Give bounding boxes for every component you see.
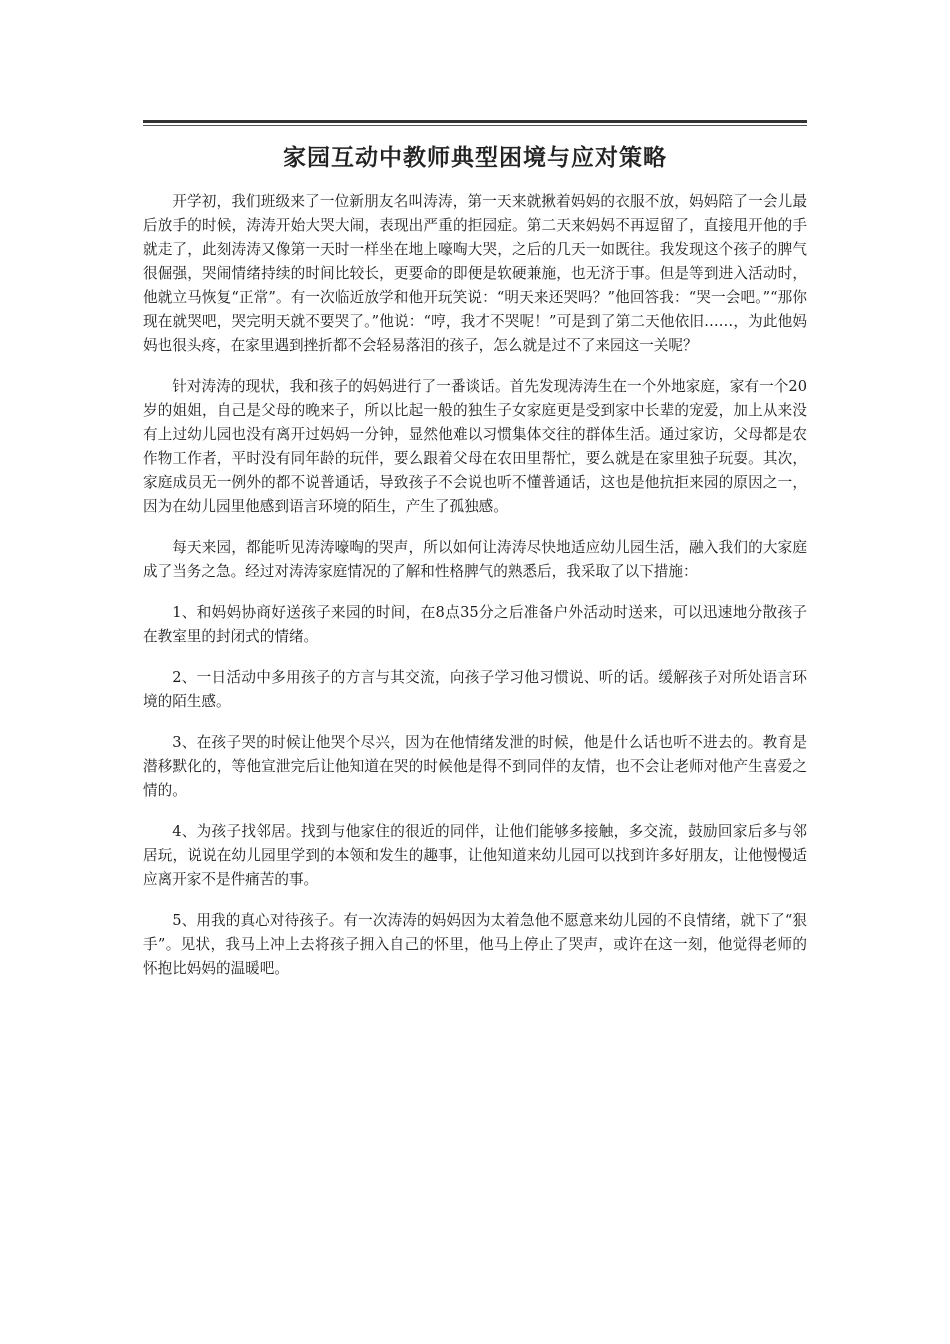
document-title: 家园互动中教师典型困境与应对策略	[283, 144, 667, 171]
list-item: 4、为孩子找邻居。找到与他家住的很近的同伴，让他们能够多接触，多交流，鼓励回家后多与邻居玩，说说在幼儿园里学到的本领和发生的趣事，让他知道来幼儿园可以找到许多好朋友，让他慢慢适应离开家不是件痛苦的事。	[143, 823, 807, 888]
list-item: 2、一日活动中多用孩子的方言与其交流，向孩子学习他习惯说、听的话。缓解孩子对所处语言环境的陌生感。	[143, 669, 807, 710]
paragraph: 开学初，我们班级来了一位新朋友名叫涛涛，第一天来就揪着妈妈的衣服不放，妈妈陪了一会儿最后放手的时候，涛涛开始大哭大闹，表现出严重的拒园症。第二天来妈妈不再逗留了，直接甩开他的手就走了，此刻涛涛又像第一天时一样坐在地上嚎啕大哭，之后的几天一如既往。我发现这个孩子的脾气很倔强，哭闹情绪持续的时间比较长，更要命的即便是软硬兼施，也无济于事。但是等到进入活动时，他就立马恢复“正常”。有一次临近放学和他开玩笑说：“明天来还哭吗？”他回答我：“哭一会吧。”“那你现在就哭吧，哭完明天就不要哭了。”他说：“哼，我才不哭呢！”可是到了第二天他依旧……，为此他妈妈也很头疼，在家里遇到挫折都不会轻易落泪的孩子，怎么就是过不了来园这一关呢？	[143, 193, 807, 354]
paragraph: 针对涛涛的现状，我和孩子的妈妈进行了一番谈话。首先发现涛涛生在一个外地家庭，家有一个20岁的姐姐，自己是父母的晚来子，所以比起一般的独生子女家庭更是受到家中长辈的宠爱，加上从来没有上过幼儿园也没有离开过妈妈一分钟，显然他难以习惯集体交往的群体生活。通过家访，父母都是农作物工作者，平时没有同年龄的玩伴，要么跟着父母在农田里帮忙，要么就是在家里独子玩耍。其次，家庭成员无一例外的都不说普通话，导致孩子不会说也听不懂普通话，这也是他抗拒来园的原因之一，因为在幼儿园里他感到语言环境的陌生，产生了孤独感。	[143, 378, 807, 515]
header-rule-thin	[143, 125, 807, 126]
list-item: 5、用我的真心对待孩子。有一次涛涛的妈妈因为太着急他不愿意来幼儿园的不良情绪，就下了“狠手”。见状，我马上冲上去将孩子拥入自己的怀里，他马上停止了哭声，或许在这一刻，他觉得老师的怀抱比妈妈的温暖吧。	[143, 912, 807, 977]
list-item: 1、和妈妈协商好送孩子来园的时间，在8点35分之后准备户外活动时送来，可以迅速地分散孩子在教室里的封闭式的情绪。	[143, 604, 807, 645]
list-item: 3、在孩子哭的时候让他哭个尽兴，因为在他情绪发泄的时候，他是什么话也听不进去的。教育是潜移默化的，等他宣泄完后让他知道在哭的时候他是得不到同伴的友情，也不会让老师对他产生喜爱之情的。	[143, 734, 807, 799]
document-page	[143, 120, 807, 998]
header-rule	[143, 120, 807, 123]
paragraph: 每天来园，都能听见涛涛嚎啕的哭声，所以如何让涛涛尽快地适应幼儿园生活，融入我们的大家庭成了当务之急。经过对涛涛家庭情况的了解和性格脾气的熟悉后，我采取了以下措施：	[143, 539, 807, 580]
document-body	[143, 190, 807, 981]
